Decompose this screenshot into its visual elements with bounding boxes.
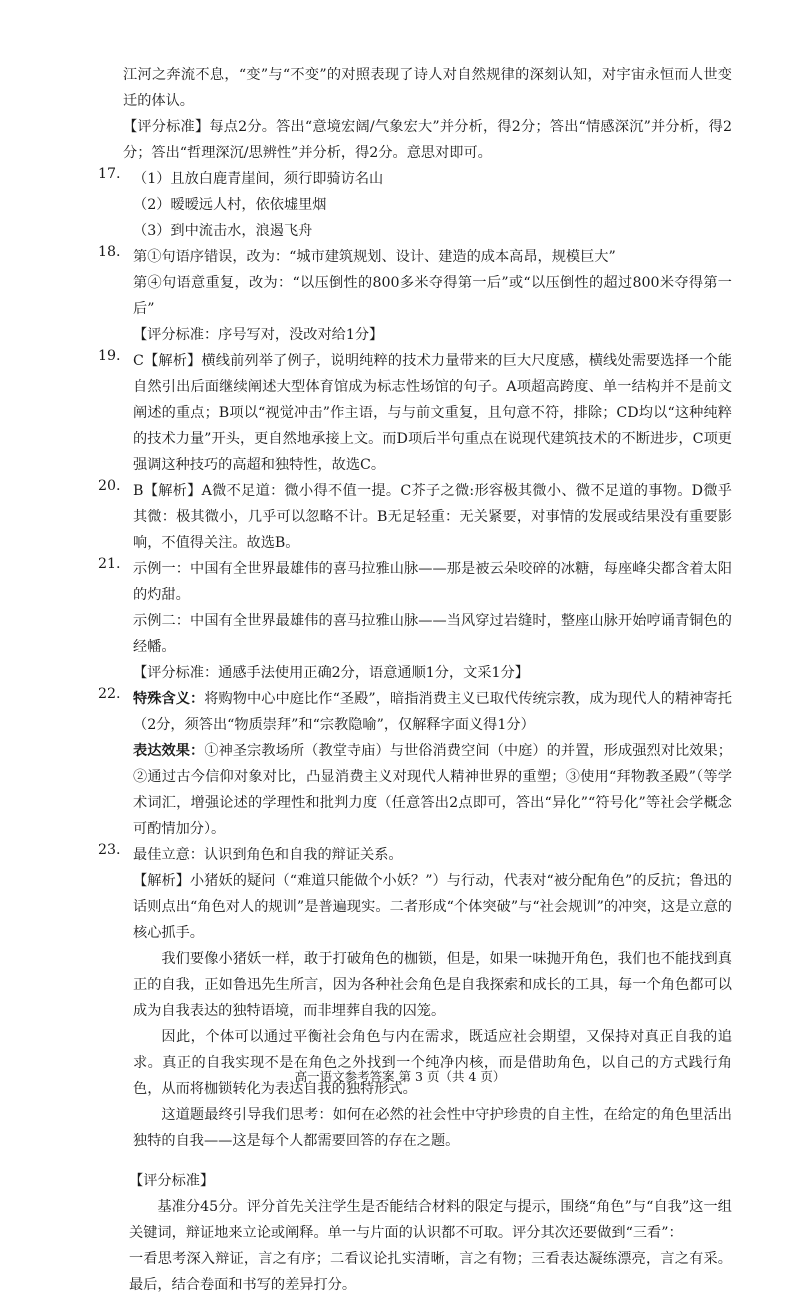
expression-effect (133, 738, 732, 842)
question-number: 20. (98, 478, 121, 494)
answer-line: 第①句语序错误，改为：“城市建筑规划、设计、建造的成本高昂，规模巨大” (133, 249, 616, 265)
answer-analysis: B【解析】A微不足道：微小得不值一提。C芥子之微:形容极其微小、微不足道的事物。D微乎其微：极其微小，几乎可以忽略不计。B无足轻重：无关紧要，对事情的发展或结果没有重要影响，不值得关注。故选B。 (133, 483, 732, 551)
question-number: 18. (98, 244, 121, 260)
question-21 (98, 556, 732, 686)
question-22 (98, 686, 732, 842)
analysis: 【解析】小猪妖的疑问（“难道只能做个小妖？”）与行动，代表对“被分配角色”的反抗；鲁迅的话则点出“角色对人的规训”是普遍现实。二者形成“个体突破”与“社会规训”的冲突，这是立意的核心抓手。 (133, 873, 732, 941)
spacer (98, 1154, 732, 1168)
question-23 (98, 842, 732, 1154)
question-20 (98, 478, 732, 556)
analysis-paragraph: 因此，个体可以通过平衡社会角色与内在需求，既适应社会期望，又保持对真正自我的追求。真正的自我实现不是在角色之外找到一个纯净内核，而是借助角色，以自己的方式践行角色，从而将枷锁转化为表达自我的独特形式。 (133, 1029, 732, 1097)
expression-effect-label: 表达效果： (133, 743, 205, 759)
example-one: 示例一：中国有全世界最雄伟的喜马拉雅山脉——那是被云朵咬碎的冰糖，每座峰尖都含着太阳的灼甜。 (133, 561, 732, 603)
analysis-paragraph: 我们要像小猪妖一样，敢于打破角色的枷锁，但是，如果一味抛开角色，我们也不能找到真正的自我，正如鲁迅先生所言，因为各种社会角色是自我探索和成长的工具，每一个角色都可以成为自我表达的独特语境，而非埋葬自我的囚笼。 (133, 951, 732, 1019)
analysis-paragraph: 这道题最终引导我们思考：如何在必然的社会性中守护珍贵的自主性，在给定的角色里活出独特的自我——这是每个人都需要回答的存在之题。 (133, 1107, 732, 1149)
q16-criteria: 【评分标准】每点2分。答出“意境宏阔/气象宏大”并分析，得2分；答出“情感深沉”并分析，得2分；答出“哲理深沉/思辨性”并分析，得2分。意思对即可。 (123, 119, 732, 161)
scoring-note: 【评分标准：通感手法使用正确2分，语意通顺1分，文采1分】 (133, 665, 529, 681)
scoring-note: 【评分标准：序号写对，没改对给1分】 (133, 327, 384, 343)
question-number: 17. (98, 166, 121, 182)
question-number: 22. (98, 686, 121, 702)
example-two: 示例二：中国有全世界最雄伟的喜马拉雅山脉——当风穿过岩缝时，整座山脉开始哼诵青铜色的经幡。 (133, 613, 732, 655)
expression-effect-text: ①神圣宗教场所（教堂寺庙）与世俗消费空间（中庭）的并置，形成强烈对比效果；②通过古今信仰对象对比，凸显消费主义对现代人精神世界的重塑；③使用“拜物教圣殿”（等学术词汇，增强论述的学理性和批判力度（任意答出2点即可，答出“异化”“符号化”等社会学概念可酌情加分）。 (133, 743, 732, 837)
question-17 (98, 166, 732, 244)
question-number: 23. (98, 842, 121, 858)
page-content (98, 62, 732, 1298)
answer-line: （2）暧暧远人村，依依墟里烟 (133, 197, 327, 213)
question-number: 19. (98, 348, 121, 364)
q16-continuation: 江河之奔流不息，“变”与“不变”的对照表现了诗人对自然规律的深刻认知，对宇宙永恒而人世变迁的体认。 (123, 67, 732, 109)
criteria-title: 【评分标准】 (129, 1173, 215, 1189)
q23-criteria (98, 1168, 732, 1298)
special-meaning (133, 686, 732, 738)
answer-line: （3）到中流击水，浪遏飞舟 (133, 223, 313, 239)
criteria-text: 基准分45分。评分首先关注学生是否能结合材料的限定与提示，围绕“角色”与“自我”这一组关键词，辩证地来立论或阐释。单一与片面的认识都不可取。评分其次还要做到“三看”： (129, 1199, 732, 1241)
special-meaning-label: 特殊含义： (133, 691, 205, 707)
page-footer: 高一语文参考答案 第 3 页（共 4 页） (294, 1069, 506, 1084)
question-number: 21. (98, 556, 121, 572)
answer-line: 第④句语意重复，改为：“以压倒性的800多米夺得第一后”或“以压倒性的超过800米夺得第一后” (133, 275, 732, 317)
question-19 (98, 348, 732, 478)
criteria-text: 一看思考深入辩证，言之有序；二看议论扎实清晰，言之有物；三看表达凝练漂亮，言之有采。最后，结合卷面和书写的差异打分。 (129, 1251, 732, 1293)
question-18 (98, 244, 732, 348)
best-intent: 最佳立意：认识到角色和自我的辩证关系。 (133, 847, 403, 863)
special-meaning-text: 将购物中心中庭比作“圣殿”，暗指消费主义已取代传统宗教，成为现代人的精神寄托（2分，须答出“物质崇拜”和“宗教隐喻”，仅解释字面义得1分） (133, 691, 732, 733)
answer-analysis: C【解析】横线前列举了例子，说明纯粹的技术力量带来的巨大尺度感，横线处需要选择一个能自然引出后面继续阐述大型体育馆成为标志性场馆的句子。A项超高跨度、单一结构并不是前文阐述的重点；B项以“视觉冲击”作主语，与与前文重复，且句意不符，排除；CD均以“这种纯粹的技术力量”开头，更自然地承接上文。而D项后半句重点在说现代建筑技术的不断进步，C项更强调这种技巧的高超和独特性，故选C。 (133, 353, 732, 473)
answer-line: （1）且放白鹿青崖间，须行即骑访名山 (133, 171, 384, 187)
